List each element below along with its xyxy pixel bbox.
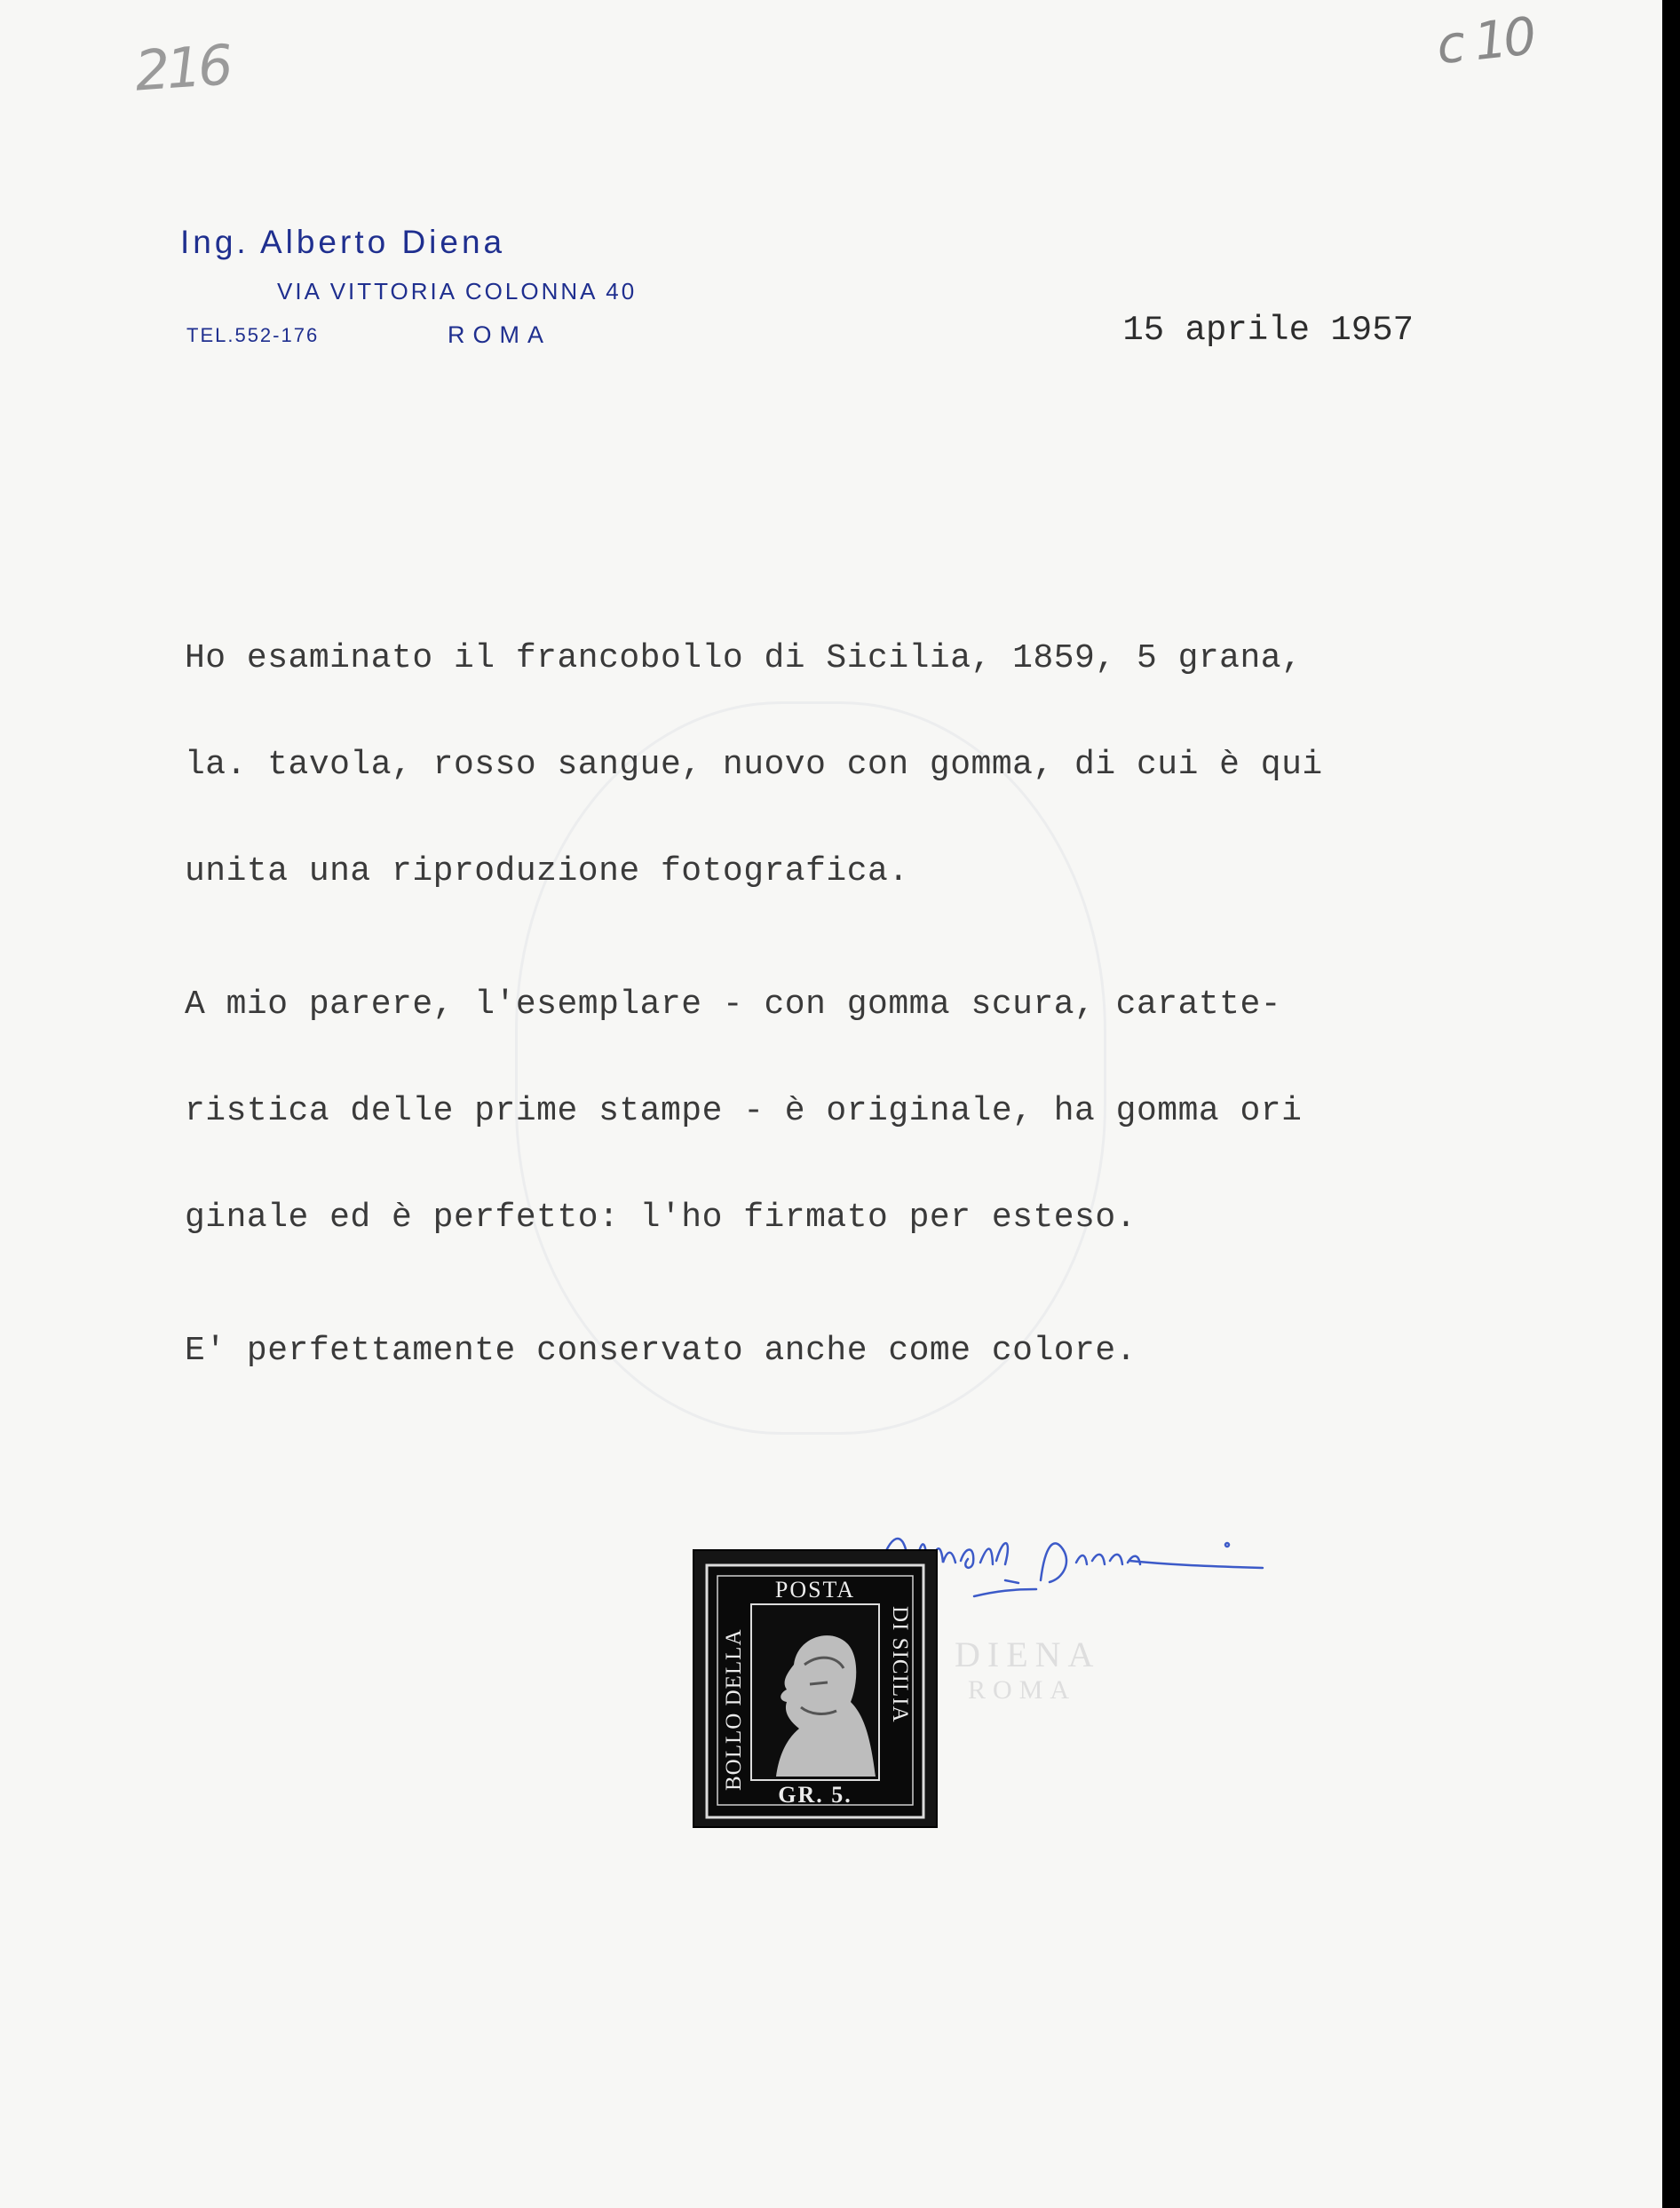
letterhead-name: Ing. Alberto Diena [180,224,506,260]
body-line: unita una riproduzione fotografica. [185,852,909,890]
stamp-value-label: GR. 5. [778,1782,852,1808]
body-line: ristica delle prime stampe - è originale, ha gomma ori [185,1092,1303,1130]
body-line: A mio parere, l'esemplare - con gomma scura, caratte- [185,985,1282,1024]
stamp-top-label: POSTA [774,1577,856,1603]
letterhead-address: VIA VITTORIA COLONNA 40 [277,278,638,305]
letter-date: 15 aprile 1957 [1122,311,1414,350]
pencil-note-top-left: 216 [132,32,232,104]
pencil-note-top-right: c 10 [1433,5,1536,76]
stamp-right-label: DI SICILIA [888,1606,912,1723]
letterhead-telephone: TEL.552-176 [186,324,320,346]
letter-body [185,632,1463,1431]
stamp-left-label: BOLLO DELLA [722,1628,746,1791]
letterhead-city: ROMA [448,321,551,348]
body-line: ginale ed è perfetto: l'ho firmato per esteso. [185,1199,1137,1237]
body-line: E' perfettamente conservato anche come colore. [185,1332,1137,1370]
stamp-photograph [693,1549,938,1828]
body-line: la. tavola, rosso sangue, nuovo con gomma, di cui è qui [185,746,1323,784]
faint-diena-handstamp: DIENA ROMA [955,1634,1101,1705]
body-line: Ho esaminato il francobollo di Sicilia, 1859, 5 grana, [185,639,1303,677]
